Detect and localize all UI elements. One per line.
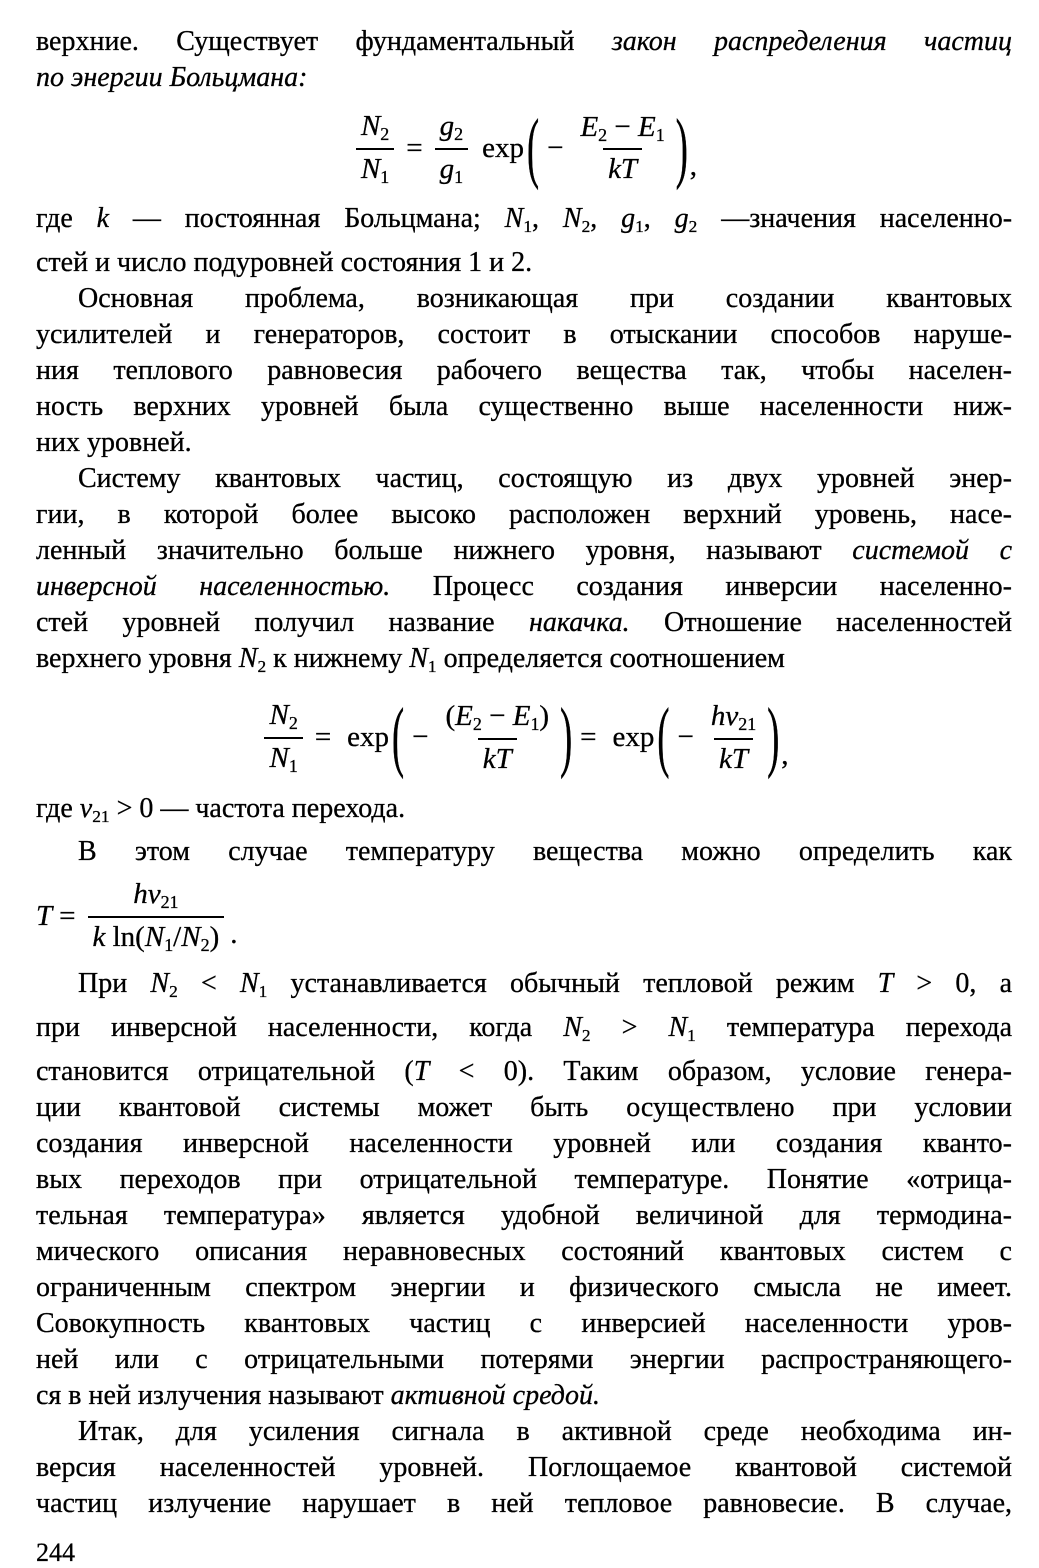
text-line: верхнего уровня N2 к нижнему N1 определяется соотношением <box>36 643 785 677</box>
text-line: ограниченным спектром энергии и физического смысла не имеет. <box>36 1271 1012 1303</box>
text-line: Итак, для усиления сигнала в активной среде необходима ин- <box>78 1415 1012 1447</box>
text-line: где k — постоянная Больцмана; N1, N2, g1, g2 —значения населенно- <box>36 203 1013 237</box>
paragraph-where-nu <box>36 791 1012 835</box>
variable-T: T <box>36 900 53 933</box>
paragraph-boltzmann-law-intro <box>36 24 1012 96</box>
paragraph-conclusion <box>36 1414 1012 1522</box>
right-paren: ) <box>560 693 573 780</box>
text-line: мического описания неравновесных состояний квантовых систем с <box>36 1235 1012 1267</box>
right-paren: ) <box>767 693 780 780</box>
formula-boltzmann-distribution <box>36 103 1012 190</box>
minus-sign: − <box>677 721 694 754</box>
text-line: версия населенностей уровней. Поглощаемое квантовой системой <box>36 1451 1012 1483</box>
formula-temperature <box>36 878 1012 955</box>
text-line: инверсной населенностью. Процесс создания инверсии населенно- <box>36 571 1013 603</box>
text-line: частиц излучение нарушает в ней тепловое равновесие. В случае, <box>36 1487 1012 1519</box>
fraction-energy-kt: $\frac{(E2 - E1)}{kT}$ <box>445 699 550 775</box>
text-line: где ν21 > 0 — частота перехода. <box>36 792 406 826</box>
text-line: ленный значительно больше нижнего уровня, называют системой с <box>36 535 1013 567</box>
page-number: 244 <box>36 1537 75 1567</box>
text-line: Основная проблема, возникающая при создании квантовых <box>78 283 1012 315</box>
text-line: ней или с отрицательными потерями энергии распространяющего- <box>36 1343 1012 1375</box>
comma: , <box>689 150 698 183</box>
fraction-energy-kt: $\frac{E2 - E1}{kT}$ <box>580 110 665 186</box>
period: . <box>230 918 238 951</box>
right-paren: ) <box>675 103 688 190</box>
text-line: В этом случае температуру вещества можно определить как <box>78 836 1012 868</box>
left-paren: ( <box>527 103 540 190</box>
exp-function: exp <box>612 721 655 754</box>
text-line: стей и число подуровней состояния 1 и 2. <box>36 247 533 279</box>
minus-sign: − <box>412 721 429 754</box>
text-line: При N2 < N1 устанавливается обычный тепловой режим T > 0, а <box>78 967 1012 1001</box>
paragraph-where-k <box>36 201 1012 281</box>
fraction-hnu-kln: $\frac{h\nu 21}{\text{k ln(N1/N2)}}$ <box>88 878 225 955</box>
paragraph-thermal-regime <box>36 966 1012 1414</box>
equals-sign: = <box>314 721 332 754</box>
fraction-n2-n1: $\frac{N2}{N1}$ <box>356 110 394 187</box>
text-line: ния теплового равновесия рабочего вещества так, чтобы населен- <box>36 355 1012 387</box>
paragraph-two-level-system <box>36 461 1012 685</box>
text-line: Совокупность квантовых частиц с инверсией населенности уров- <box>36 1307 1012 1339</box>
exp-function: exp <box>482 132 524 165</box>
fraction-g2-g1: $\frac{g2}{g1}$ <box>435 110 468 187</box>
fraction-hnu-kt: $\frac{h\nu 21}{kT}$ <box>710 699 757 775</box>
paragraph-main-problem <box>36 281 1012 461</box>
text-line: Систему квантовых частиц, состоящую из двух уровней энер- <box>78 463 1012 495</box>
text-line: них уровней. <box>36 427 192 459</box>
left-paren: ( <box>392 693 405 780</box>
text-line: создания инверсной населенности уровней или создания кванто- <box>36 1127 1012 1159</box>
equals-sign: = <box>59 900 76 933</box>
text-line: гии, в которой более высоко расположен верхний уровень, насе- <box>36 499 1012 531</box>
text-line: ся в ней излучения называют активной средой. <box>36 1379 600 1411</box>
fraction-n2-n1: $\frac{N2}{N1}$ <box>264 699 302 776</box>
text-line: стей уровней получил название накачка. Отношение населенностей <box>36 607 1013 639</box>
text-line: при инверсной населенности, когда N2 > N1 температура перехода <box>36 1011 1012 1045</box>
text-line: верхние. Существует фундаментальный закон распределения частиц <box>36 26 1012 57</box>
left-paren: ( <box>657 693 670 780</box>
text-line: усилителей и генераторов, состоит в отыскании способов наруше- <box>36 319 1012 351</box>
text-line: тельная температура» является удобной величиной для термодина- <box>36 1199 1012 1231</box>
text-line: ции квантовой системы может быть осуществлено при условии <box>36 1091 1012 1123</box>
equals-sign: = <box>580 721 597 754</box>
text-line: становится отрицательной (T < 0). Таким образом, условие генера- <box>36 1055 1012 1087</box>
minus-sign: − <box>547 132 564 165</box>
text-line: по энергии Больцмана: <box>36 62 308 93</box>
formula-population-ratio <box>36 693 1012 780</box>
text-line: вых переходов при отрицательной температуре. Понятие «отрица- <box>36 1163 1012 1195</box>
equals-sign: = <box>406 132 423 165</box>
exp-function: exp <box>347 721 390 754</box>
text-line: ность верхних уровней была существенно выше населенности ниж- <box>36 391 1012 423</box>
paragraph-temperature-define <box>36 834 1012 870</box>
comma: , <box>781 739 789 772</box>
